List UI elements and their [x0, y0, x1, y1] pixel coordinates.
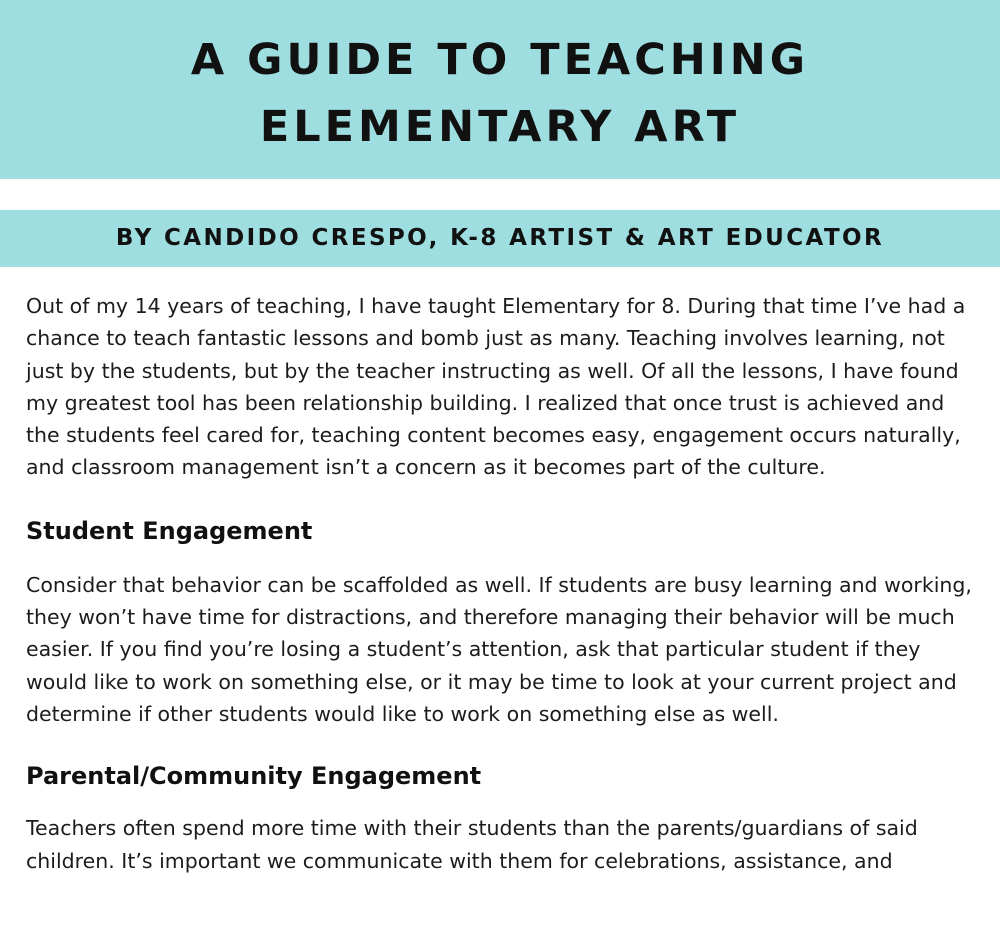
- intro-paragraph: Out of my 14 years of teaching, I have taught Elementary for 8. During that time I’ve had a chance to teach fantastic lessons and bomb just as many. Teaching involves learning, not just by the students, but by the teacher instructing as well. Of all the lessons, I have found my greatest tool has been relationship building. I realized that once trust is achieved and the students feel cared for, teaching content becomes easy, engagement occurs naturally, and classroom management isn’t a concern as it becomes part of the culture.: [26, 294, 966, 480]
- page-title-line-2: ELEMENTARY ART: [259, 102, 741, 152]
- title-banner: [0, 0, 1000, 179]
- article-body: [26, 290, 976, 877]
- parental-engagement-paragraph: Teachers often spend more time with their students than the parents/guardians of said children. It’s important we communicate with them for celebrations, assistance, and: [26, 816, 918, 873]
- author-byline: BY CANDIDO CRESPO, K-8 ARTIST & ART EDUCATOR: [115, 225, 885, 251]
- page-title-line-1: A GUIDE TO TEACHING: [190, 35, 810, 85]
- section-heading-parental-community-engagement: Parental/Community Engagement: [26, 762, 482, 791]
- student-engagement-paragraph: Consider that behavior can be scaffolded as well. If students are busy learning and working, they won’t have time for distractions, and therefore managing their behavior will be much easier. If you find you’re losing a student’s attention, ask that particular student if they would like to work on something else, or it may be time to look at your current project and determine if other students would like to work on something else as well.: [26, 572, 972, 726]
- section-heading-student-engagement: Student Engagement: [26, 516, 313, 545]
